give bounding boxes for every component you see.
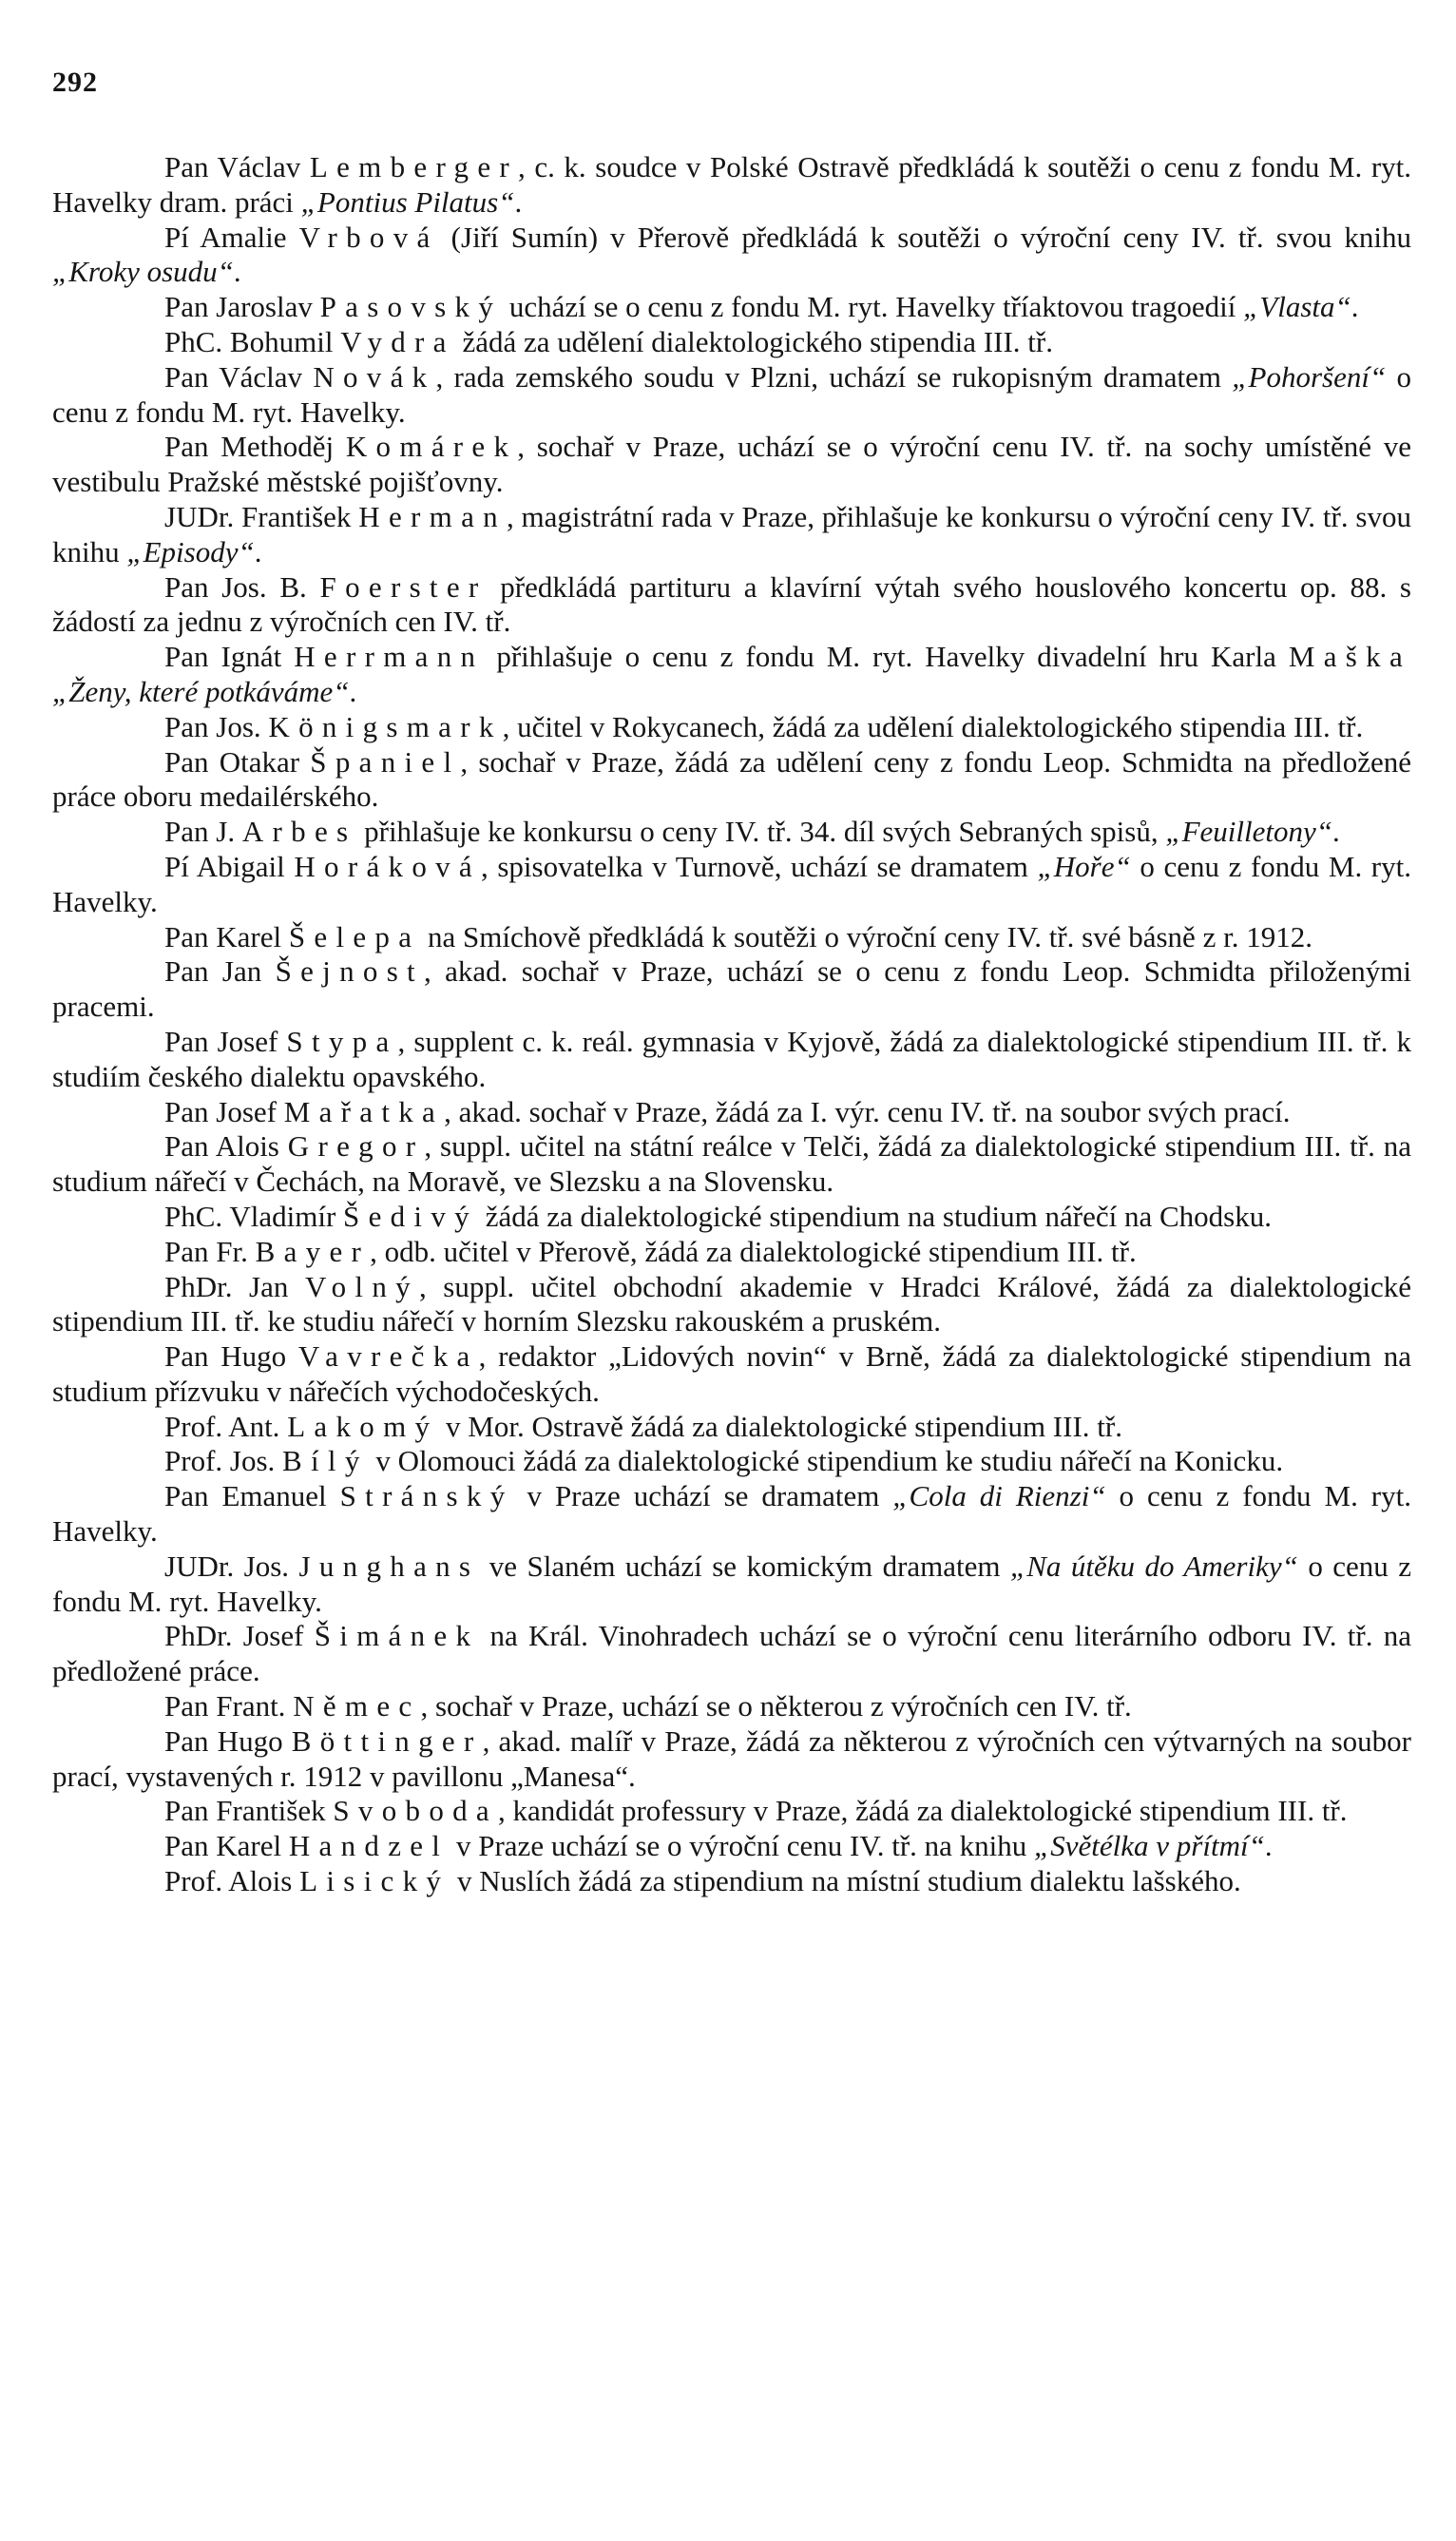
entry-prefix: Pan Hugo [164, 1339, 298, 1374]
entry-text: uchází se o cenu z fondu M. ryt. Havelky tříaktovou tragoedií [502, 290, 1244, 324]
entry-ending: . [349, 674, 357, 708]
entry-prefix: Pan Otakar [164, 744, 311, 779]
entry-ending: . [1264, 1829, 1273, 1863]
entry-prefix: Pan J. [164, 815, 242, 849]
entry-work-title: „Episody“ [126, 534, 255, 568]
entry-prefix: Pan Fr. [164, 1234, 256, 1268]
entry-prefix: Pan Ignát [164, 640, 295, 674]
entry-text: , c. k. soudce v Polské Ostravě předkládá k soutěži o cenu z fondu M. ryt. Havelky dram. práci [52, 150, 1411, 219]
entry-surname: Königsmark [268, 709, 503, 743]
entry-paragraph [52, 1550, 1411, 1620]
entry-text: , učitel v Rokycanech, žádá za udělení dialektologického stipendia III. tř. [502, 709, 1364, 743]
entry-text: přihlašuje o cenu z fondu M. ryt. Havelky divadelní hru Karla [484, 640, 1289, 674]
entry-ending: . [514, 184, 523, 219]
entry-paragraph [52, 920, 1411, 955]
entry-prefix: Pan František [164, 1794, 334, 1828]
entry-work-title: „Světélka v přítmí“ [1034, 1829, 1265, 1863]
entry-surname: Němec [293, 1689, 421, 1723]
entry-work-title: „Hoře“ [1037, 849, 1131, 883]
entry-paragraph [52, 1025, 1411, 1095]
entry-paragraph [52, 500, 1411, 570]
entry-text: , kandidát professury v Praze, žádá za dialektologické stipendium III. tř. [497, 1794, 1348, 1828]
entry-paragraph [52, 1200, 1411, 1235]
entry-prefix: PhC. Bohumil [164, 324, 341, 358]
entry-surname: Šimánek [314, 1619, 480, 1653]
entry-prefix: Pan Frant. [164, 1689, 294, 1723]
entry-prefix: Pí Amalie [164, 220, 299, 254]
entry-paragraph [52, 1235, 1411, 1270]
entry-text: v Praze uchází se dramatem [513, 1479, 893, 1513]
entry-surname: Vrbová [298, 220, 439, 254]
entry-text: , sochař v Praze, uchází se o výroční cenu IV. tř. na sochy umístěné ve vestibulu Pražské městské pojišťovny. [52, 430, 1411, 499]
entry-surname: Španiel [310, 744, 461, 779]
entry-prefix: Pan Josef [164, 1094, 284, 1128]
entry-paragraph [52, 640, 1411, 710]
entry-paragraph [52, 710, 1411, 745]
entry-paragraph [52, 1270, 1411, 1340]
entry-prefix: Prof. Alois [164, 1864, 300, 1898]
entry-surname: Šelepa [288, 919, 421, 953]
entry-surname: Šejnost [275, 954, 424, 989]
entry-surname: Foerster [319, 569, 488, 604]
entry-paragraph [52, 1479, 1411, 1550]
entry-paragraph [52, 1619, 1411, 1689]
entry-surname: Pasovský [319, 290, 503, 324]
entry-prefix: Pan Václav [164, 359, 314, 394]
entry-text: , redaktor „Lidových novin“ v Brně, žádá za dialektologické stipendium na studium přízvuku v nářečích východočeských. [52, 1339, 1411, 1408]
entry-surname: Horáková [294, 849, 481, 883]
entry-surname: Arbes [241, 815, 357, 849]
entry-prefix: Pan Jaroslav [164, 290, 320, 324]
entry-paragraph [52, 1129, 1411, 1200]
entry-surname: Šedivý [343, 1199, 478, 1233]
entry-text: , spisovatelka v Turnově, uchází se dramatem [481, 849, 1038, 883]
entry-ending: o cenu z fondu M. ryt. Havelky. [52, 1479, 1411, 1549]
entry-paragraph [52, 1864, 1411, 1899]
entry-work-title: „Pohoršení“ [1232, 359, 1387, 394]
entry-text: , sochař v Praze, žádá za udělení ceny z fondu Leop. Schmidta na předložené práce oboru medailérského. [52, 744, 1411, 814]
entry-text: , akad. sochař v Praze, uchází se o cenu z fondu Leop. Schmidta přiloženými pracemi. [52, 954, 1411, 1024]
entry-prefix: PhC. Vladimír [164, 1199, 344, 1233]
entry-text: , odb. učitel v Přerově, žádá za dialektologické stipendium III. tř. [370, 1234, 1137, 1268]
entry-paragraph [52, 815, 1411, 850]
entry-paragraph [52, 570, 1411, 641]
entry-ending: o cenu z fondu M. ryt. Havelky. [52, 359, 1411, 429]
entry-surname: Stránský [339, 1479, 514, 1513]
entry-surname: Novák [313, 359, 436, 394]
entry-paragraph [52, 954, 1411, 1025]
entry-paragraph [52, 1794, 1411, 1829]
entry-text: , rada zemského soudu v Plzni, uchází se rukopisným dramatem [435, 359, 1233, 394]
entry-work-title: „Feuilletony“ [1165, 815, 1332, 849]
entry-surname: Bayer [255, 1234, 371, 1268]
entry-ending: o cenu z fondu M. ryt. Havelky. [52, 1549, 1411, 1618]
entry-prefix: Pan Methoděj [164, 430, 346, 464]
entry-prefix: Pan Jos. B. [164, 569, 320, 604]
entry-paragraph [52, 325, 1411, 360]
entry-list [52, 150, 1411, 1899]
entry-work-title: „Kroky osudu“ [52, 255, 234, 289]
entry-paragraph [52, 221, 1411, 291]
entry-text: v Mor. Ostravě žádá za dialektologické stipendium III. tř. [438, 1409, 1122, 1443]
entry-text: žádá za dialektologické stipendium na studium nářečí na Chodsku. [477, 1199, 1273, 1233]
entry-prefix: PhDr. Josef [164, 1619, 315, 1653]
entry-work-title: „Pontius Pilatus“ [300, 184, 515, 219]
entry-prefix: Pan Hugo [164, 1723, 292, 1758]
entry-prefix: Pan Jan [164, 954, 276, 989]
entry-surname: Handzel [288, 1829, 450, 1863]
entry-paragraph [52, 1724, 1411, 1795]
entry-surname: Stypa [286, 1024, 398, 1058]
entry-surname: Lakomý [287, 1409, 439, 1443]
entry-paragraph [52, 290, 1411, 325]
entry-ending: . [1331, 815, 1340, 849]
entry-prefix: Pí Abigail [164, 849, 295, 883]
entry-prefix: Pan Emanuel [164, 1479, 340, 1513]
entry-text: , sochař v Praze, uchází se o některou z výročních cen IV. tř. [420, 1689, 1132, 1723]
entry-surname: Volný [304, 1269, 419, 1303]
entry-ending: . [233, 255, 241, 289]
entry-paragraph [52, 1829, 1411, 1864]
entry-paragraph [52, 1444, 1411, 1479]
entry-paragraph [52, 1689, 1411, 1724]
entry-prefix: JUDr. Jos. [164, 1549, 299, 1583]
entry-surname: Bílý [282, 1444, 369, 1478]
entry-paragraph [52, 430, 1411, 500]
entry-text: , suppl. učitel obchodní akademie v Hradci Králové, žádá za dialektologické stipendium III. tř. ke studiu nářečí v horním Slezsku rakouském a pruském. [52, 1269, 1411, 1338]
entry-prefix: JUDr. František [164, 499, 359, 533]
entry-ending: . [1351, 290, 1359, 324]
page-number: 292 [52, 67, 98, 98]
entry-prefix: Prof. Ant. [164, 1409, 288, 1443]
entry-prefix: Pan Alois [164, 1129, 288, 1164]
entry-work-title: „Ženy, které potkáváme“ [52, 674, 350, 708]
entry-prefix: PhDr. Jan [164, 1269, 305, 1303]
entry-prefix: Prof. Jos. [164, 1444, 283, 1478]
entry-ending: o cenu z fondu M. ryt. Havelky. [52, 849, 1411, 918]
entry-work-title: „Na útěku do Ameriky“ [1009, 1549, 1298, 1583]
entry-work-title: „Cola di Rienzi“ [892, 1479, 1106, 1513]
entry-text: předkládá partituru a klavírní výtah svého houslového koncertu op. 88. s žádostí za jednu z výročních cen IV. tř. [52, 569, 1411, 639]
entry-text: na Král. Vinohradech uchází se o výroční cenu literárního odboru IV. tř. na předložené práce. [52, 1619, 1411, 1688]
entry-text: na Smíchově předkládá k soutěži o výroční ceny IV. tř. své básně z r. 1912. [420, 919, 1312, 953]
entry-work-title: „Vlasta“ [1243, 290, 1351, 324]
entry-surname: Svoboda [333, 1794, 498, 1828]
entry-ending: . [254, 534, 262, 568]
entry-surname: Vydra [340, 324, 455, 358]
entry-surname: Gregor [287, 1129, 425, 1164]
entry-author-surname: Maška [1288, 640, 1412, 674]
entry-surname: Herman [358, 499, 507, 533]
entry-paragraph [52, 150, 1411, 221]
entry-text: v Olomouci žádá za dialektologické stipendium ke studiu nářečí na Konicku. [368, 1444, 1284, 1478]
entry-text: , suppl. učitel na státní reálce v Telči, žádá za dialektologické stipendium III. tř. na studium nářečí v Čechách, na Moravě, ve Slezsku a na Slovensku. [52, 1129, 1411, 1199]
entry-paragraph [52, 1410, 1411, 1445]
entry-paragraph [52, 360, 1411, 431]
entry-prefix: Pan Josef [164, 1024, 287, 1058]
entry-surname: Lisický [299, 1864, 450, 1898]
entry-surname: Böttinger [291, 1723, 483, 1758]
entry-paragraph [52, 1339, 1411, 1410]
entry-text: , akad. malíř v Praze, žádá za některou z výročních cen výtvarných na soubor prací, vystavených r. 1912 v pavillonu „Manesa“. [52, 1723, 1411, 1793]
entry-prefix: Pan Jos. [164, 709, 269, 743]
entry-text: v Praze uchází se o výroční cenu IV. tř. na knihu [449, 1829, 1035, 1863]
entry-text: , magistrátní rada v Praze, přihlašuje ke konkursu o výroční ceny IV. tř. svou knihu [52, 499, 1411, 568]
entry-surname: Lemberger [309, 150, 519, 183]
entry-surname: Junghans [298, 1549, 480, 1583]
entry-surname: Vavrečka [297, 1339, 479, 1374]
entry-prefix: Pan Václav [164, 150, 310, 183]
entry-surname: Mařatka [283, 1094, 445, 1128]
entry-prefix: Pan Karel [164, 1829, 289, 1863]
entry-text: ve Slaném uchází se komickým dramatem [479, 1549, 1010, 1583]
entry-text: , supplent c. k. reál. gymnasia v Kyjově, žádá za dialektologické stipendium III. tř. k studiím českého dialektu opavského. [52, 1024, 1411, 1093]
entry-text: , akad. sochař v Praze, žádá za I. výr. cenu IV. tř. na soubor svých prací. [444, 1094, 1291, 1128]
entry-paragraph [52, 1095, 1411, 1130]
entry-text: (Jiří Sumín) v Přerově předkládá k soutěži o výroční ceny IV. tř. svou knihu [438, 220, 1411, 254]
entry-text: v Nuslích žádá za stipendium na místní studium dialektu lašského. [450, 1864, 1241, 1898]
entry-prefix: Pan Karel [164, 919, 289, 953]
entry-text: žádá za udělení dialektologického stipendia III. tř. [454, 324, 1053, 358]
entry-paragraph [52, 850, 1411, 920]
entry-surname: Herrmann [294, 640, 485, 674]
entry-text: přihlašuje ke konkursu o ceny IV. tř. 34. díl svých Sebraných spisů, [356, 815, 1166, 849]
entry-paragraph [52, 745, 1411, 816]
entry-surname: Komárek [345, 430, 518, 464]
